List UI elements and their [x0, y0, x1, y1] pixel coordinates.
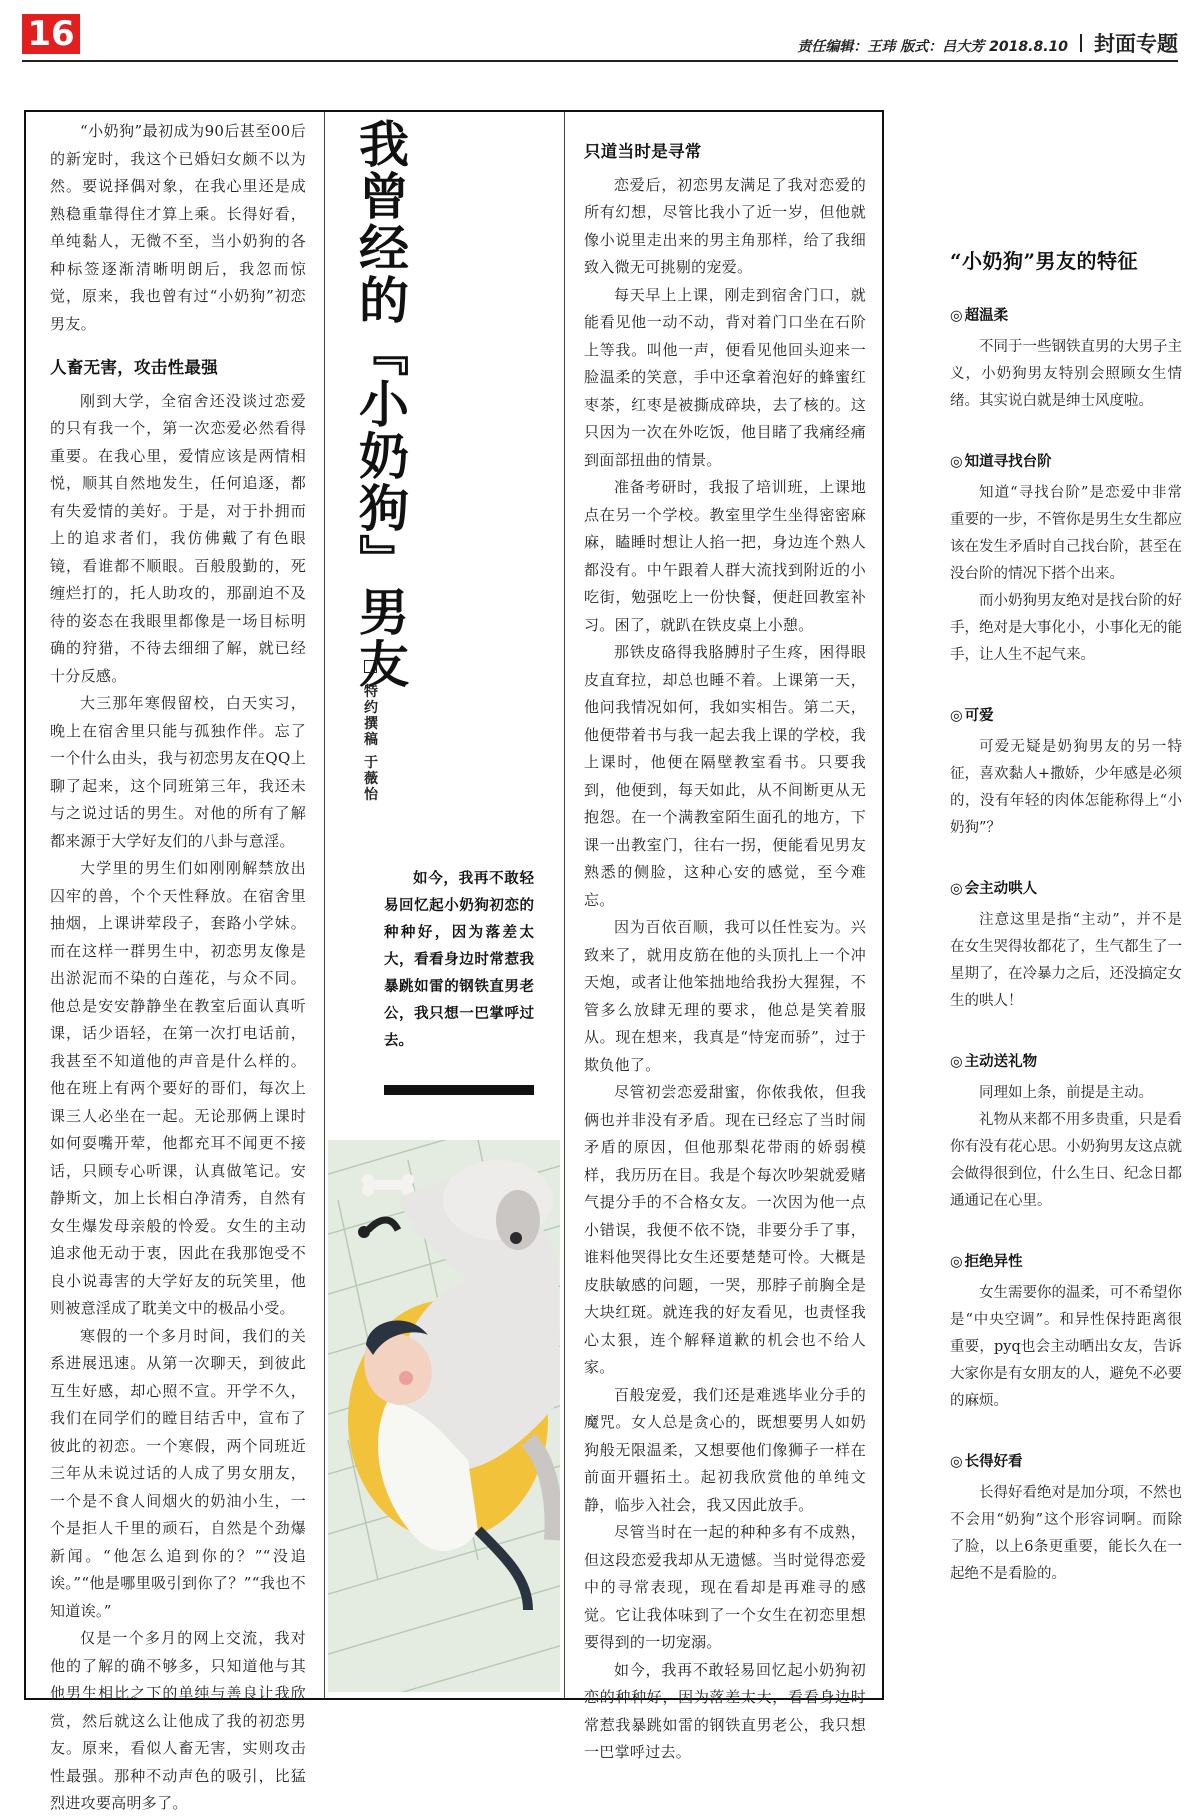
feature-text: 同理如上条，前提是主动。: [979, 1085, 1153, 1101]
feature-text: 不同于一些钢铁直男的大男子主义，小奶狗男友特别会照顾女生情绪。其实说白就是绅士风度啦。: [950, 339, 1182, 409]
feature-heading: ◎ 会主动哄人: [950, 881, 1038, 897]
circle-mark-icon: ◎: [950, 308, 963, 324]
header-divider: [1080, 34, 1082, 52]
circle-mark-icon: ◎: [950, 708, 963, 724]
feature-heading: ◎ 长得好看: [950, 1454, 1023, 1470]
header-rule: [22, 60, 1178, 62]
feature-heading: ◎ 知道寻找台阶: [950, 454, 1052, 470]
section-name: 封面专题: [1094, 32, 1178, 56]
feature-text: 注意这里是指“主动”，并不是在女生哭得妆都花了，生气都生了一星期了，在冷暴力之后，还没搞定女生的哄人！: [950, 912, 1182, 1009]
page-number: 16: [22, 14, 80, 54]
sidebar-title: “小奶狗”男友的特征: [950, 249, 1139, 273]
pull-quote-bar: [384, 1085, 534, 1095]
editor-info: 责任编辑：王玮 版式：吕大芳 2018.8.10: [797, 39, 1068, 55]
sidebar-features: [950, 248, 1182, 1622]
column-divider-left: [324, 112, 325, 1698]
paragraph: 刚到大学，全宿舍还没谈过恋爱的只有我一个，第一次恋爱必然看得重要。在我心里，爱情应该是两情相悦，顺其自然地发生，任何追逐，都有失爱情的美好。于是，对于扑拥而上的追求者们，我仿佛戴了有色眼镜，看谁都不顺眼。百般殷勤的，死缠烂打的，托人助攻的，那副迫不及待的姿态在我眼里都像是一场目标明确的狩猎，不待去细细了解，就已经十分反感。: [50, 391, 306, 685]
feature-text: 而小奶狗男友绝对是找台阶的好手，绝对是大事化小，小事化无的能手，让人生不起气来。: [950, 593, 1182, 663]
circle-mark-icon: ◎: [950, 881, 963, 897]
section-heading-2: 只道当时是寻常: [584, 142, 702, 161]
article-title: 我曾经的『小奶狗』男友: [351, 118, 410, 690]
paragraph: 每天早上上课，刚走到宿舍门口，就能看见他一动不动，背对着门口坐在石阶上等我。叫他一声，便看见他回头迎来一脸温柔的笑意，手中还拿着泡好的蜂蜜红枣茶，红枣是被撕成碎块，去了核的。这只因为一次在外吃饭，他目睹了我痛经痛到面部扭曲的情景。: [584, 285, 866, 469]
feature-item: [950, 1449, 1182, 1588]
feature-text: 女生需要你的温柔，可不希望你是“中央空调”。和异性保持距离很重要，pyq也会主动晒出女友，告诉大家你是有女朋友的人，避免不必要的麻烦。: [950, 1285, 1182, 1409]
paragraph: 大三那年寒假留校，白天实习，晚上在宿舍里只能与孤独作伴。忘了一个什么由头，我与初恋男友在QQ上聊了起来，这个同班第三年，我还未与之说过话的男生。对他的所有了解都来源于大学好友们的八卦与意淫。: [50, 694, 306, 850]
paragraph: 准备考研时，我报了培训班，上课地点在另一个学校。教室里学生坐得密密麻麻，瞌睡时想让人掐一把，身边连个熟人都没有。中午跟着人群大流找到附近的小吃街，勉强吃上一份快餐，便赶回教室补习。困了，就趴在铁皮桌上小憩。: [584, 478, 866, 634]
boy-with-dog-illustration-icon: [328, 1140, 560, 1692]
paragraph: 百般宠爱，我们还是难逃毕业分手的魔咒。女人总是贪心的，既想要男人如奶狗般无限温柔，又想要他们像狮子一样在前面开疆拓土。起初我欣赏他的单纯文静，临步入社会，我又因此放手。: [584, 1385, 866, 1514]
paragraph: 尽管初尝恋爱甜蜜，你侬我侬，但我俩也并非没有矛盾。现在已经忘了当时闹矛盾的原因，但他那梨花带雨的娇弱模样，我历历在目。我是个每次吵架就爱赌气提分手的不合格女友。一次因为他一点小错误，我便不依不饶，非要分手了事，谁料他哭得比女生还要楚楚可怜。大概是皮肤敏感的问题，一哭，那脖子前胸全是大块红斑。就连我的好友看见，也责怪我心太狠，连个解释道歉的机会也不给人家。: [584, 1083, 866, 1376]
circle-mark-icon: ◎: [950, 1454, 963, 1470]
paragraph: 尽管当时在一起的种种多有不成熟，但这段恋爱我却从无遗憾。当时觉得恋爱中的寻常表现，现在看却是再难寻的感觉。它让我体味到了一个女生在初恋里想要得到的一切宠溺。: [584, 1523, 866, 1651]
feature-text: 长得好看绝对是加分项，不然也不会用“奶狗”这个形容词啊。而除了脸，以上6条更重要，能长久在一起绝不是看脸的。: [950, 1485, 1182, 1582]
feature-text: 知道“寻找台阶”是恋爱中非常重要的一步，不管你是男生女生都应该在发生矛盾时自己找台阶，甚至在没台阶的情况下搭个出来。: [950, 485, 1182, 582]
pull-quote: 如今，我再不敢轻易回忆起小奶狗初恋的种种好，因为落差太大，看看身边时常惹我暴跳如雷的钢铁直男老公，我只想一巴掌呼过去。: [384, 871, 534, 1049]
paragraph: 恋爱后，初恋男友满足了我对恋爱的所有幻想，尽管比我小了近一岁，但他就像小说里走出来的男主角那样，给了我细致入微无可挑剔的宠爱。: [584, 175, 866, 276]
feature-item: [950, 1049, 1182, 1215]
section-heading-1: 人畜无害，攻击性最强: [50, 358, 218, 377]
byline: [360, 660, 380, 803]
paragraph: 大学里的男生们如刚刚解禁放出囚牢的兽，个个天性释放。在宿舍里抽烟，上课讲荤段子，套路小学妹。而在这样一群男生中，初恋男友像是出淤泥而不染的白莲花，与众不同。他总是安安静静坐在教室后面认真听课，话少语轻，在第一次打电话前，我甚至不知道他的声音是什么样的。他在班上有两个要好的哥们，每次上课三人必坐在一起。无论那俩上课时如何耍嘴开荤，他都充耳不闻更不接话，只顾专心听课，认真做笔记。安静斯文，加上长相白净清秀，自然有女生爆发母亲般的怜爱。女生的主动追求他无动于衷，因此在我那饱受不良小说毒害的大学好友的玩笑里，他则被意淫成了耽美文中的极品小受。: [50, 859, 306, 1317]
column-divider-right: [564, 112, 565, 1698]
byline-box-icon: [364, 660, 377, 673]
article-column-1: [50, 118, 306, 1818]
feature-heading: ◎ 超温柔: [950, 308, 1009, 324]
feature-item: [950, 1249, 1182, 1415]
illustration: [328, 1140, 560, 1692]
intro-paragraph: “小奶狗”最初成为90后甚至00后的新宠时，我这个已婚妇女颇不以为然。要说择偶对象，在我心里还是成熟稳重靠得住才算上乘。长得好看，单纯黏人，无微不至，当小奶狗的各种标签逐渐清晰明朗后，我忽而惊觉，原来，我也曾有过“小奶狗”初恋男友。: [50, 122, 306, 333]
feature-heading: ◎ 主动送礼物: [950, 1054, 1038, 1070]
byline-text: 特约撰稿 于薇怡: [362, 683, 378, 803]
feature-item: [950, 449, 1182, 669]
feature-text: 可爱无疑是奶狗男友的另一特征，喜欢黏人+撒娇，少年感是必须的，没有年轻的肉体怎能称得上“小奶狗”？: [950, 739, 1182, 836]
feature-item: [950, 876, 1182, 1015]
circle-mark-icon: ◎: [950, 454, 963, 470]
circle-mark-icon: ◎: [950, 1254, 963, 1270]
paragraph: 寒假的一个多月时间，我们的关系进展迅速。从第一次聊天，到彼此互生好感，却心照不宣。开学不久，我们在同学们的瞠目结舌中，宣布了彼此的初恋。一个寒假，两个同班近三年从未说过话的人成了男女朋友，一个是不食人间烟火的奶油小生，一个是拒人千里的顽石，自然是个劲爆新闻。“他怎么追到你的？”“没追诶。”“他是哪里吸引到你了？”“我也不知道诶。”: [50, 1326, 306, 1620]
paragraph: 因为百依百顺，我可以任性妄为。兴致来了，就用皮筋在他的头顶扎上一个冲天炮，或者让他笨拙地给我扮大猩猩，不管多么放肆无理的要求，他总是笑着服从。现在想来，我真是“恃宠而骄”，过于欺负他了。: [584, 918, 866, 1074]
feature-item: [950, 703, 1182, 842]
feature-item: [950, 303, 1182, 415]
page-header: [797, 28, 1178, 58]
feature-heading: ◎ 可爱: [950, 708, 994, 724]
article-column-3: [584, 138, 866, 1767]
circle-mark-icon: ◎: [950, 1054, 963, 1070]
paragraph: 仅是一个多月的网上交流，我对他的了解的确不够多，只知道他与其他男生相比之下的单纯与善良让我欣赏，然后就这么让他成了我的初恋男友。原来，看似人畜无害，实则攻击性最强。那种不动声色的吸引，比猛烈进攻要高明多了。: [50, 1629, 306, 1812]
paragraph: 那铁皮硌得我胳膊肘子生疼，困得眼皮直耷拉，却总也睡不着。上课第一天，他问我情况如何，我如实相告。第二天，他便带着书与我一起去我上课的学校，我上课时，他便在隔壁教室看书。只要我到，他便到，每天如此，从不间断更从无抱怨。在一个满教室陌生面孔的地方，下课一出教室门，往右一拐，便能看见男友熟悉的侧脸，这种心安的感觉，至今难忘。: [584, 643, 866, 909]
feature-text: 礼物从来都不用多贵重，只是看你有没有花心思。小奶狗男友这点就会做得很到位，什么生日、纪念日都通通记在心里。: [950, 1112, 1182, 1209]
feature-heading: ◎ 拒绝异性: [950, 1254, 1023, 1270]
paragraph: 如今，我再不敢轻易回忆起小奶狗初恋的种种好，因为落差太大，看看身边时常惹我暴跳如雷的钢铁直男老公，我只想一巴掌呼过去。: [584, 1660, 866, 1761]
